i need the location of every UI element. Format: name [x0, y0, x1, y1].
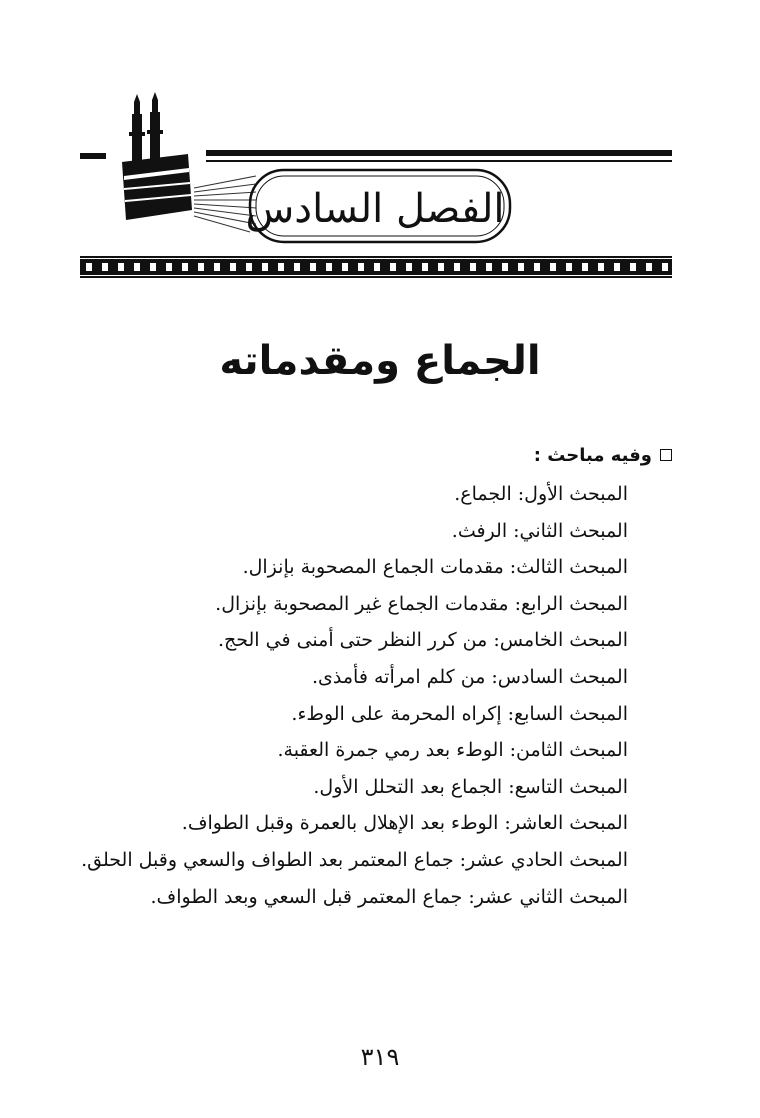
- list-item: [68, 622, 628, 659]
- list-item: [68, 769, 628, 806]
- topic-text: جماع المعتمر بعد الطواف والسعي وقبل الحلق.: [81, 848, 454, 871]
- topic-text: الجماع.: [454, 483, 512, 505]
- topic-label: المبحث الحادي عشر: [465, 848, 628, 871]
- topic-label: المبحث الثاني: [519, 519, 628, 542]
- colon-separator: :: [508, 775, 515, 798]
- list-item: [68, 513, 628, 550]
- checkbox-bullet-icon: [660, 449, 672, 461]
- list-item: [68, 696, 628, 733]
- topic-label: المبحث الخامس: [499, 629, 628, 652]
- list-item: [68, 659, 628, 696]
- list-item: [68, 842, 628, 879]
- colon-separator: :: [509, 556, 517, 579]
- page-title: الجماع ومقدماته: [219, 338, 541, 384]
- left-rule: [80, 153, 106, 159]
- colon-separator: :: [468, 885, 475, 908]
- topic-text: جماع المعتمر قبل السعي وبعد الطواف.: [150, 885, 463, 908]
- colon-separator: :: [507, 702, 515, 725]
- topic-text: الرفث.: [451, 519, 508, 542]
- colon-separator: :: [491, 665, 498, 688]
- page-number: ٣١٩: [360, 1043, 400, 1071]
- list-item: [68, 805, 628, 842]
- topic-label: المبحث الثامن: [516, 739, 628, 762]
- topic-text: الوطء بعد رمي جمرة العقبة.: [277, 739, 504, 762]
- topic-label: المبحث الرابع: [521, 592, 628, 615]
- topic-text: مقدمات الجماع غير المصحوبة بإنزال.: [215, 592, 509, 615]
- right-rule-thin: [206, 160, 672, 162]
- topics-list: [68, 476, 628, 915]
- topic-label: المبحث السابع: [514, 702, 628, 725]
- topic-label: المبحث السادس: [497, 665, 628, 688]
- topic-label: المبحث الثاني عشر: [474, 885, 628, 908]
- list-item: [68, 476, 628, 513]
- topic-text: إكراه المحرمة على الوطء.: [291, 702, 502, 725]
- topic-text: من كرر النظر حتى أمنى في الحج.: [217, 629, 488, 652]
- colon-separator: :: [493, 629, 500, 652]
- topic-text: الجماع بعد التحلل الأول.: [313, 775, 503, 798]
- topic-label: المبحث التاسع: [514, 775, 628, 798]
- topics-intro-text: وفيه مباحث :: [533, 444, 652, 466]
- topics-intro: [534, 440, 672, 470]
- topic-text: الوطء بعد الإهلال بالعمرة وقبل الطواف.: [181, 812, 499, 835]
- list-item: [68, 586, 628, 623]
- list-item: [68, 879, 628, 916]
- colon-separator: :: [513, 519, 520, 542]
- right-rule-thick: [206, 150, 672, 156]
- topic-label: المبحث الأول: [524, 483, 628, 505]
- chapter-title: الفصل السادس: [245, 186, 505, 232]
- topic-text: مقدمات الجماع المصحوبة بإنزال.: [242, 556, 504, 579]
- topic-label: المبحث العاشر: [510, 812, 628, 835]
- minaret-icon: [129, 92, 163, 162]
- list-item: [68, 549, 628, 586]
- colon-separator: :: [514, 592, 522, 615]
- topic-text: من كلم امرأته فأمذى.: [312, 665, 486, 688]
- kaaba-icon: [122, 154, 192, 220]
- colon-separator: :: [509, 739, 517, 762]
- colon-separator: :: [504, 812, 511, 835]
- colon-separator: :: [517, 483, 525, 505]
- list-item: [68, 732, 628, 769]
- colon-separator: :: [459, 848, 466, 871]
- topic-label: المبحث الثالث: [516, 556, 628, 579]
- decorative-border-band: [80, 256, 672, 278]
